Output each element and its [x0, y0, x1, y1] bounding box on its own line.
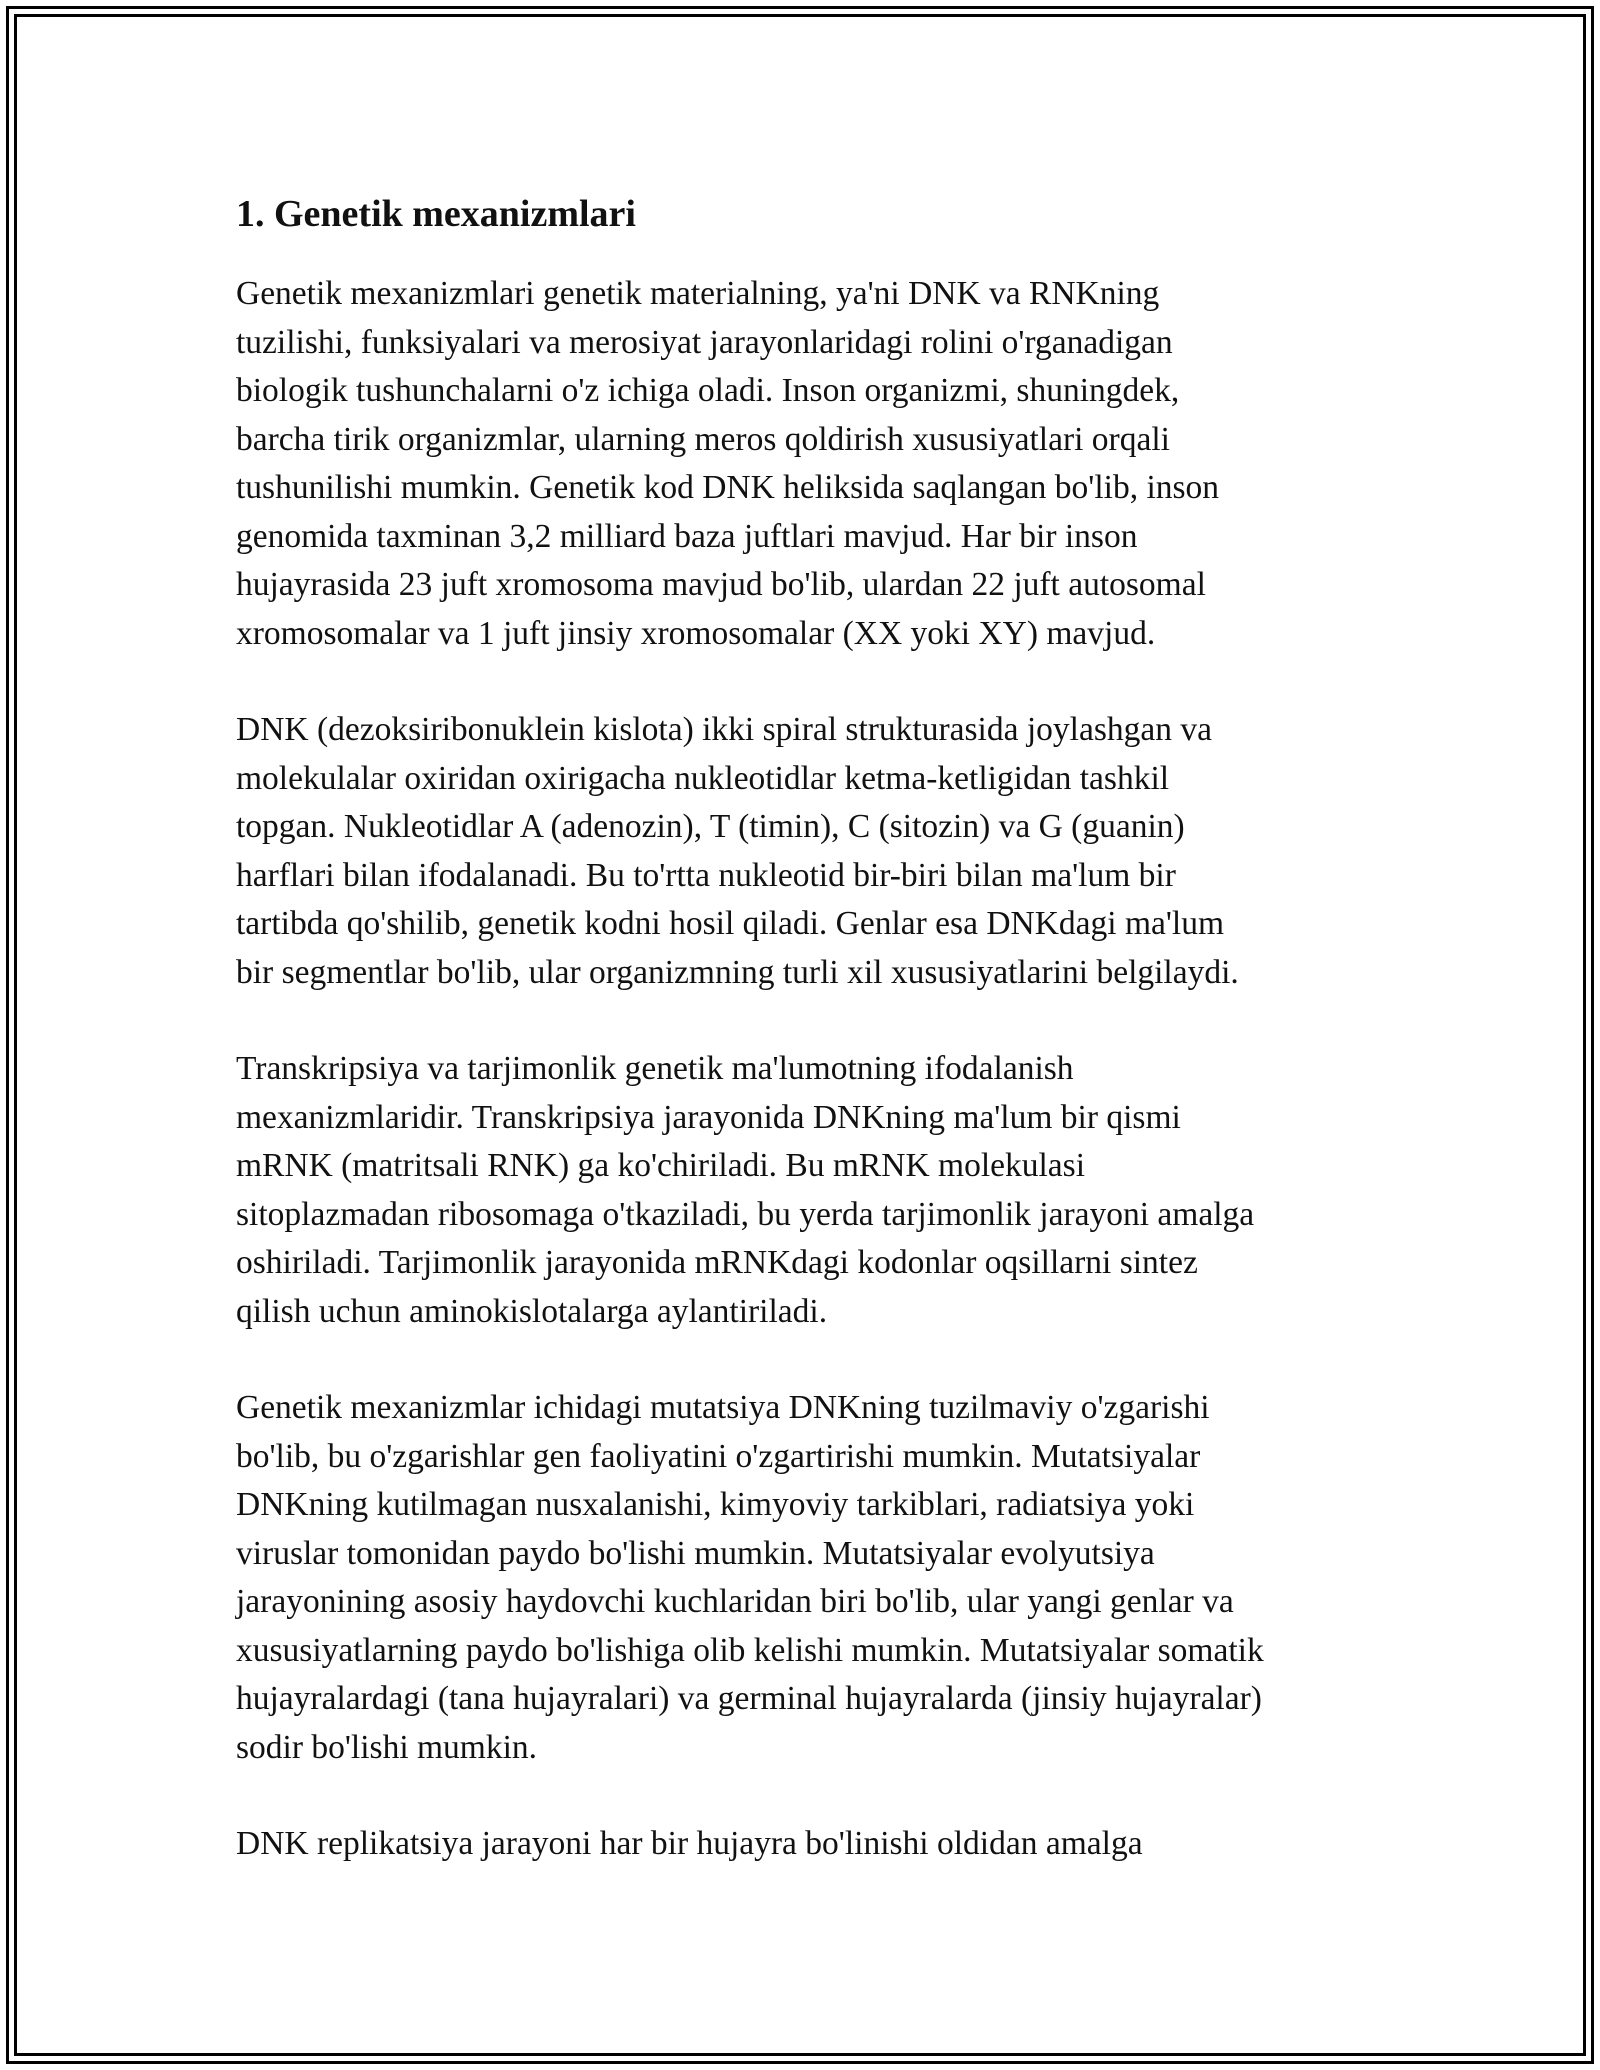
paragraph-dna-structure: [236, 706, 1416, 997]
text-line: sodir bo'lishi mumkin.: [236, 1728, 538, 1766]
text-line: mexanizmlaridir. Transkripsiya jarayonida DNKning ma'lum bir qismi: [236, 1098, 1181, 1136]
text-line: tuzilishi, funksiyalari va merosiyat jarayonlaridagi rolini o'rganadigan: [236, 323, 1173, 361]
text-line: genomida taxminan 3,2 milliard baza juftlari mavjud. Har bir inson: [236, 517, 1138, 555]
text-line: jarayonining asosiy haydovchi kuchlaridan biri bo'lib, ular yangi genlar va: [236, 1583, 1234, 1620]
text-line: DNK replikatsiya jarayoni har bir hujayra bo'linishi oldidan amalga: [236, 1825, 1143, 1862]
text-line: biologik tushunchalarni o'z ichiga oladi. Inson organizmi, shuningdek,: [236, 372, 1180, 409]
paragraph-transcription-translation: [236, 1045, 1416, 1336]
text-line: topgan. Nukleotidlar A (adenozin), T (timin), C (sitozin) va G (guanin): [236, 808, 1185, 845]
text-line: viruslar tomonidan paydo bo'lishi mumkin. Mutatsiyalar evolyutsiya: [236, 1534, 1155, 1572]
text-line: hujayralardagi (tana hujayralari) va germinal hujayralarda (jinsiy hujayralar): [236, 1680, 1262, 1717]
text-line: Genetik mexanizmlari genetik materialning, ya'ni DNK va RNKning: [236, 275, 1160, 312]
text-line: qilish uchun aminokislotalarga aylantiriladi.: [236, 1292, 828, 1330]
paragraph-dna-replication: [236, 1820, 1416, 1869]
paragraph-mutations: [236, 1384, 1416, 1772]
text-line: Transkripsiya va tarjimonlik genetik ma'lumotning ifodalanish: [236, 1050, 1074, 1087]
text-line: tushunilishi mumkin. Genetik kod DNK heliksida saqlangan bo'lib, inson: [236, 469, 1220, 506]
text-line: bo'lib, bu o'zgarishlar gen faoliyatini o'zgartirishi mumkin. Mutatsiyalar: [236, 1437, 1201, 1475]
text-line: xromosomalar va 1 juft jinsiy xromosomalar (XX yoki XY) mavjud.: [236, 614, 1156, 652]
text-line: barcha tirik organizmlar, ularning meros qoldirish xususiyatlari orqali: [236, 420, 1170, 458]
section-heading: 1. Genetik mexanizmlari: [236, 193, 636, 235]
text-line: molekulalar oxiridan oxirigacha nukleotidlar ketma-ketligidan tashkil: [236, 759, 1170, 797]
text-line: bir segmentlar bo'lib, ular organizmning turli xil xususiyatlarini belgilaydi.: [236, 953, 1239, 991]
document-body: [236, 186, 1416, 1917]
text-line: DNK (dezoksiribonuklein kislota) ikki spiral strukturasida joylashgan va: [236, 711, 1212, 748]
text-line: Genetik mexanizmlar ichidagi mutatsiya DNKning tuzilmaviy o'zgarishi: [236, 1389, 1210, 1426]
text-line: xususiyatlarning paydo bo'lishiga olib kelishi mumkin. Mutatsiyalar somatik: [236, 1631, 1264, 1669]
text-line: mRNK (matritsali RNK) ga ko'chiriladi. Bu mRNK molekulasi: [236, 1147, 1086, 1184]
text-line: hujayrasida 23 juft xromosoma mavjud bo'lib, ulardan 22 juft autosomal: [236, 566, 1206, 603]
paragraph-genetic-mechanisms: [236, 270, 1416, 658]
text-line: oshiriladi. Tarjimonlik jarayonida mRNKdagi kodonlar oqsillarni sintez: [236, 1244, 1198, 1281]
text-line: tartibda qo'shilib, genetik kodni hosil qiladi. Genlar esa DNKdagi ma'lum: [236, 905, 1225, 942]
text-line: sitoplazmadan ribosomaga o'tkaziladi, bu yerda tarjimonlik jarayoni amalga: [236, 1195, 1255, 1233]
text-line: harflari bilan ifodalanadi. Bu to'rtta nukleotid bir-biri bilan ma'lum bir: [236, 856, 1176, 894]
text-line: DNKning kutilmagan nusxalanishi, kimyoviy tarkiblari, radiatsiya yoki: [236, 1486, 1195, 1523]
